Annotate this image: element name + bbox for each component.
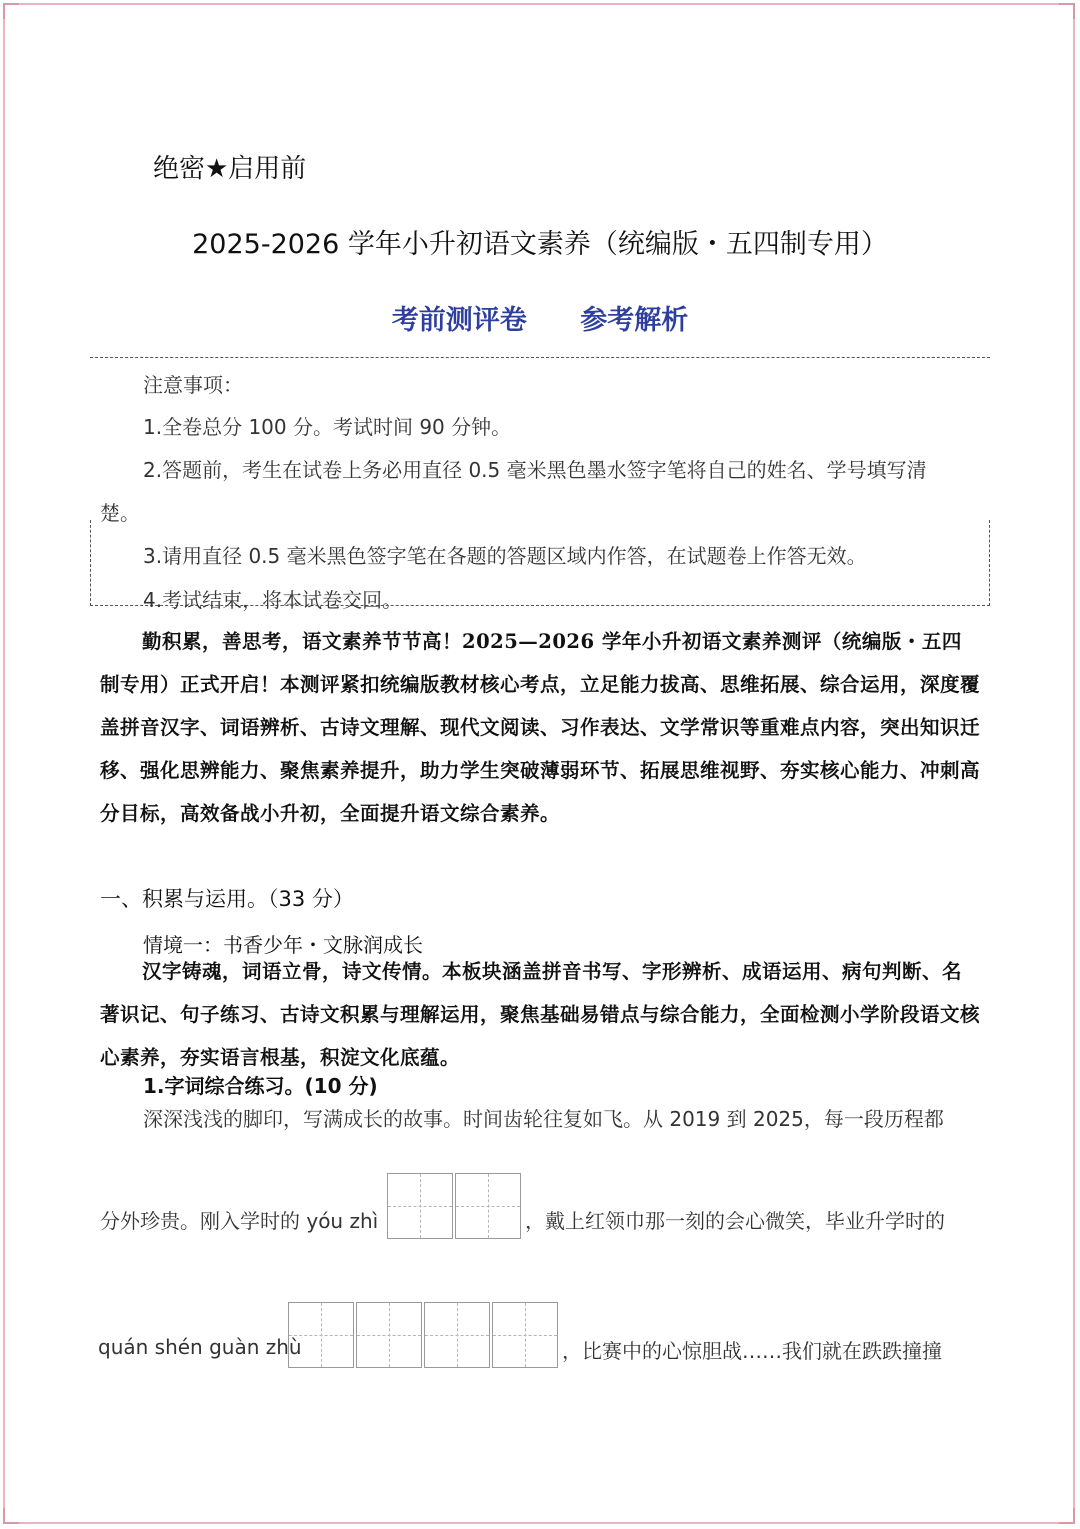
notice-divider (90, 357, 990, 358)
page-subtitle (0, 298, 1080, 337)
confidential-label: 绝密★启用前 (153, 154, 307, 184)
corner-ornament (1059, 1508, 1075, 1524)
corner-ornament (3, 1508, 19, 1524)
corner-ornament (3, 3, 19, 19)
page-title: 2025-2026 学年小升初语文素养（统编版・五四制专用） (192, 229, 888, 260)
answer-cell[interactable] (288, 1302, 354, 1368)
question-1-line-1: 深深浅浅的脚印，写满成长的故事。时间齿轮往复如飞。从 2019 到 2025，每一段历程都 (143, 1107, 944, 1131)
question-1-line-3-prefix: quán shén guàn zhù (98, 1335, 302, 1359)
question-1-line-2-suffix: ，戴上红领巾那一刻的会心微笑，毕业升学时的 (525, 1209, 945, 1233)
notice-item-4: 4.考试结束，将本试卷交回。 (143, 588, 403, 612)
answer-cell[interactable] (387, 1173, 453, 1239)
question-1-title: 1.字词综合练习。(10 分) (143, 1074, 378, 1098)
question-1-line-2-prefix: 分外珍贵。刚入学时的 yóu zhì (100, 1209, 379, 1233)
notice-heading: 注意事项： (143, 373, 243, 397)
subtitle-exam: 考前测评卷 (391, 305, 527, 336)
corner-ornament (1059, 3, 1075, 19)
context-description: 汉字铸魂，词语立骨，诗文传情。本板块涵盖拼音书写、字形辨析、成语运用、病句判断、名著识记、句子练习、古诗文积累与理解运用，聚焦基础易错点与综合能力，全面检测小学阶段语文核心素养，夯实语言根基，积淀文化底蕴。 (100, 960, 981, 1069)
answer-cell[interactable] (455, 1173, 521, 1239)
context-title: 情境一：书香少年・文脉润成长 (143, 933, 423, 957)
section-heading: 一、积累与运用。（33 分） (100, 887, 354, 911)
answer-cell[interactable] (356, 1302, 422, 1368)
notice-item-2-cont: 楚。 (100, 501, 140, 525)
answer-grid-quanshenguanzhu[interactable] (288, 1302, 558, 1368)
notice-item-2: 2.答题前，考生在试卷上务必用直径 0.5 毫米黑色墨水签字笔将自己的姓名、学号填写清 (143, 458, 927, 482)
intro-paragraph: 勤积累，善思考，语文素养节节高！2025—2026 学年小升初语文素养测评（统编版・五四制专用）正式开启！本测评紧扣统编版教材核心考点，立足能力拔高、思维拓展、综合运用，深度覆盖拼音汉字、词语辨析、古诗文理解、现代文阅读、习作表达、文学常识等重难点内容，突出知识迁移、强化思辨能力、聚焦素养提升，助力学生突破薄弱环节、拓展思维视野、夯实核心能力、冲刺高分目标，高效备战小升初，全面提升语文综合素养。 (100, 630, 981, 825)
answer-cell[interactable] (492, 1302, 558, 1368)
answer-cell[interactable] (424, 1302, 490, 1368)
question-1-line-3-suffix: ，比赛中的心惊胆战……我们就在跌跌撞撞 (562, 1339, 942, 1363)
notice-item-1: 1.全卷总分 100 分。考试时间 90 分钟。 (143, 415, 512, 439)
answer-grid-youzhi[interactable] (387, 1173, 521, 1239)
subtitle-analysis: 参考解析 (580, 305, 689, 336)
notice-item-3: 3.请用直径 0.5 毫米黑色签字笔在各题的答题区域内作答，在试题卷上作答无效。 (143, 544, 867, 568)
